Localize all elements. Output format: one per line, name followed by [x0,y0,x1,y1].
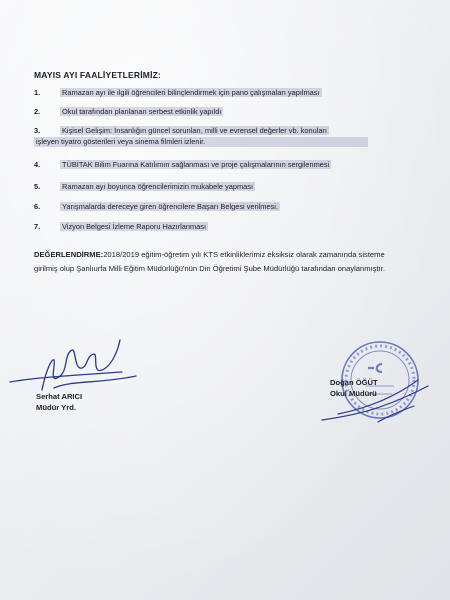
assessment-text: 2018/2019 eğitim-öğretim yılı KTS etkinliklerimiz eksiksiz olarak zamanında sisteme girilmiş olup Şanlıurfa Milli Eğitim Müdürlüğü'nün Din Öğretimi Şube Müdürlüğü tarafından onaylanmıştır. [34,250,385,273]
signatory-name: Doğan ÖĞÜT [330,378,378,387]
item-text: Ramazan ayı ile ilgili öğrencileri bilinçlendirmek için pano çalışmaları yapılması [62,88,320,97]
section-heading: MAYIS AYI FAALİYETLERİMİZ: [34,70,162,80]
signatory-name: Serhat ARICI [36,392,83,401]
item-number: 6. [34,202,41,211]
assessment-paragraph [34,248,392,276]
item-number: 7. [34,222,41,231]
activity-item [34,126,374,147]
activity-item [34,222,374,233]
item-text: Ramazan ayı boyunca öğrencilerimizin mukabele yapması [62,182,254,191]
item-number: 2. [34,107,41,116]
signature-block-left [36,391,82,413]
item-text: Yarışmalarda dereceye giren öğrencilere Başarı Belgesi verilmesi. [62,202,278,211]
item-text: Okul tarafından planlanan serbest etkinlik yapıldı [62,107,222,116]
signature-block-right [330,377,378,399]
item-text: Kişisel Gelişim: İnsanlığın güncel sorunları, milli ve evrensel değerler vb. konuları [62,126,327,135]
activity-item [34,88,374,99]
activity-item [34,182,374,193]
signatory-title: Okul Müdürü [330,389,377,398]
item-number: 1. [34,88,41,97]
activity-item [34,202,374,213]
item-number: 3. [34,126,41,135]
signatory-title: Müdür Yrd. [36,403,76,412]
assessment-label: DEĞERLENDİRME: [34,250,104,259]
activity-item [34,107,374,118]
item-text: TÜBİTAK Bilim Fuarına Katılımın sağlanması ve proje çalışmalarının sergilenmesi [62,160,330,169]
item-text: Vizyon Belgesi İzleme Raporu Hazırlanması [62,222,207,231]
item-text-continued: işleyen tiyatro gösterileri veya sinema filmleri izlenir. [34,137,368,148]
item-number: 5. [34,182,41,191]
item-number: 4. [34,160,41,169]
activity-item [34,160,374,171]
